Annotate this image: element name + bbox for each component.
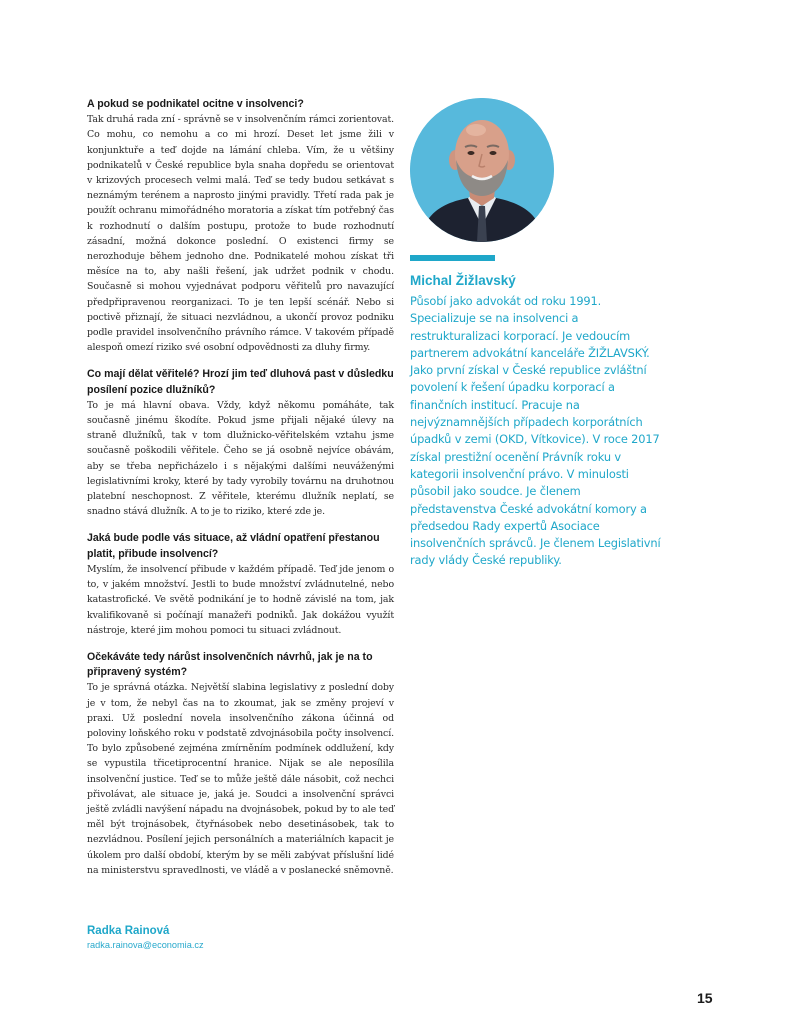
portrait-photo [410,98,554,242]
author-name: Radka Rainová [87,925,170,937]
interview-column [87,97,394,890]
page-number: 15 [697,990,713,1006]
question: A pokud se podnikatel ocitne v insolvenci? [87,98,304,110]
question: Jaká bude podle vás situace, až vládní opatření přestanou platit, přibude insolvencí? [87,532,380,560]
qa-block [87,531,394,637]
bio-name: Michal Žižlavský [410,273,516,288]
question: Co mají dělat věřitelé? Hrozí jim teď dluhová past v důsledku posílení pozice dlužníků? [87,368,394,396]
bio-text: Působí jako advokát od roku 1991. Specializuje se na insolvenci a restrukturalizaci korporací. Je vedoucím partnerem advokátní kanceláře ŽIŽLAVSKÝ. Jako první získal v České republice zvláštní povolení k řešení úpadku korporací a finančních institucí. Pracuje na nejvýznamnějších případech korporátních úpadků v zemi (OKD, Vítkovice). V roce 2017 získal prestižní ocenění Právník roku v kategorii insolvenční právo. V minulosti působil jako soudce. Je členem představenstva České advokátní komory a předsedou Rady expertů Asociace insolvenčních správců. Je členem Legislativní rady vlády České republiky. [410,294,661,568]
question: Očekáváte tedy nárůst insolvenčních návrhů, jak je na to připravený systém? [87,650,373,679]
author-email[interactable]: radka.rainova@economia.cz [87,940,204,950]
qa-block [87,367,394,519]
qa-block [87,97,394,355]
answer: To je má hlavní obava. Vždy, když někomu pomáháte, tak současně jinému škodíte. Pokud jsme přijali nějaké úlevy na straně dlužníků, tak v tom dlužnicko-věřitelském vztahu jsme současně poškodili věřitele. Čeho se já osobně nejvíce obávám, aby se třeba nepřicházelo i s nějakými dalšími neuváženými legislativními kroky, které by tady vyrobily továrnu na druhotnou platební neschopnost. Z věřitele, kterému dlužník neplatí, se snadno stává dlužník. A to je to riziko, které zde je. [87,399,394,518]
answer: Tak druhá rada zní - správně se v insolvenčním rámci zorientovat. Co mohu, co nemohu a co mi hrozí. Deset let jsme žili v konjunktuře a teď dojde na lámání chleba. Vím, že u většiny podnikatelů v České republice byla snaha dopředu se orientovat v krizových procesech velmi malá. Teď se tedy budou setkávat s neznámým terénem a naprosto jinými pravidly. Třetí rada pak je použít ochranu mimořádného moratoria a získat tím potřebný čas k rozhodnutí o dalším postupu, protože to bude rozhodnutí zásadní, možná dokonce poslední. O existenci firmy se nerozhoduje během jednoho dne. Podnikatelé mohou získat tři měsíce na to, aby našli řešení, jak udržet podnik v chodu. Současně si mohou vyjednávat podporu věřitelů pro navazující předpřipravenou reorganizaci. To je ten lepší scénář. Nebo si poctivě přiznají, že situaci nezvládnou, a ukončí provoz podniku podle pravidel insolvenčního právního rámce. V takovém případě alespoň omezí riziko své osobní odpovědnosti za dluhy firmy. [87,114,394,354]
qa-block [87,650,394,878]
person-portrait-icon [410,98,554,242]
answer: To je správná otázka. Největší slabina legislativy z poslední doby je v tom, že nebyl čas na to zkoumat, jak se změny projeví v praxi. Už poslední novela insolvenčního zákona účinná od poloviny loňského roku v podstatě zdvojnásobila počty insolvencí. To bylo způsobené zejména zmírněním podmínek oddlužení, kdy se vypustila třicetiprocentní hranice. Nijak se ale neposílila insolvenční justice. Teď se to může ještě dále násobit, což nechci přivolávat, ale situace je, jaká je. Soudci a insolvenční správci ještě zvládli navýšení nápadu na dvojnásobek, pokud by to ale teď měl být trojnásobek, čtyřnásobek nebo desetinásobek, tak to nezvládnou. Posílení jejich personálních a materiálních kapacit je úkolem pro další období, kterým by se měli zabývat příslušní lidé na ministerstvu spravedlnosti, ve vládě a v poslanecké sněmovně. [87,682,394,876]
answer: Myslím, že insolvencí přibude v každém případě. Teď jde jenom o to, v jakém množství. Jestli to bude množství zvládnutelné, nebo katastrofické. Ve světě podnikání je to hodně závislé na tom, jak kvalifikovaně si počínají manažeři podniků. Jak dokážou využít nástroje, které jim mohou pomoci tu situaci zvládnout. [87,563,394,636]
accent-bar [410,255,495,261]
